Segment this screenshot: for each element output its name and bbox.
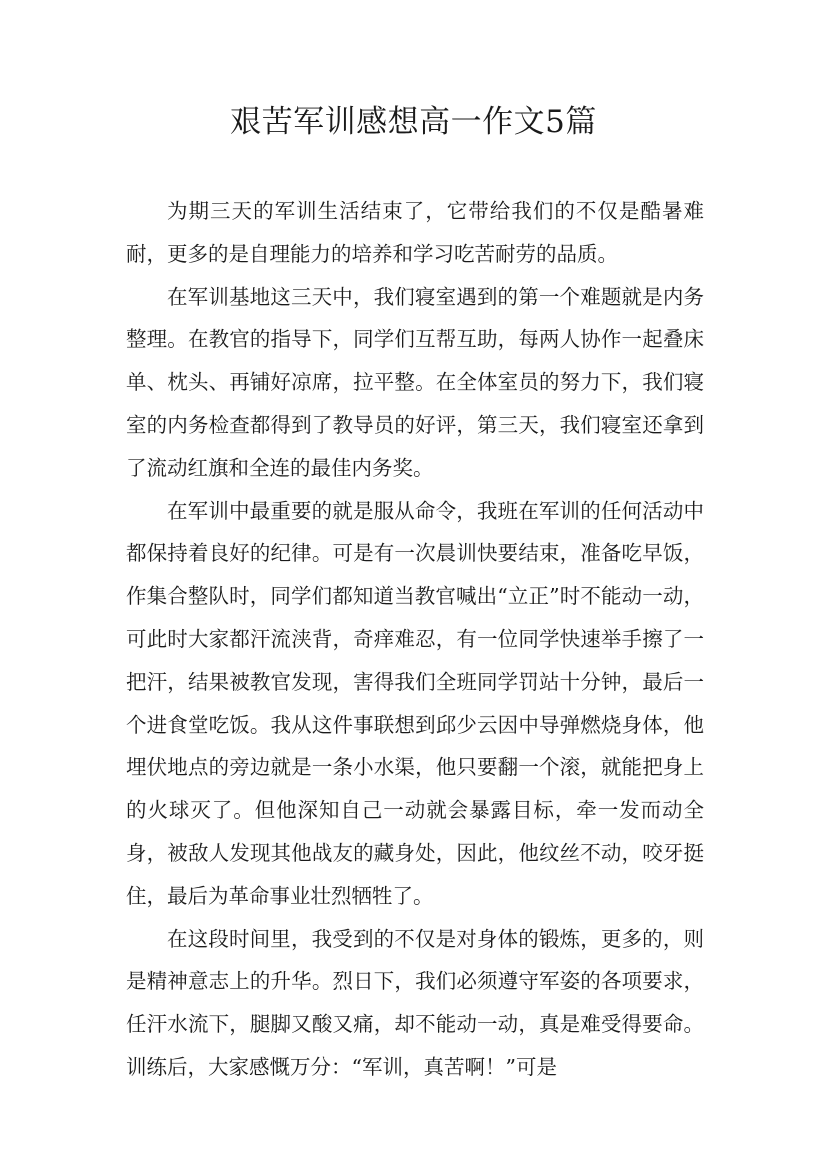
paragraph-3: 在军训中最重要的就是服从命令，我班在军训的任何活动中都保持着良好的纪律。可是有一次晨训快要结束，准备吃早饭，作集合整队时，同学们都知道当教官喊出“立正”时不能动一动，可此时大家都汗流浃背，奇痒难忍，有一位同学快速举手擦了一把汗，结果被教官发现，害得我们全班同学罚站十分钟，最后一个进食堂吃饭。我从这件事联想到邱少云因中导弹燃烧身体，他埋伏地点的旁边就是一条小水渠，他只要翻一个滚，就能把身上的火球灭了。但他深知自己一动就会暴露目标，牵一发而动全身，被敌人发现其他战友的藏身处，因此，他纹丝不动，咬牙挺住，最后为革命事业壮烈牺牲了。 <box>126 498 704 908</box>
paragraph-2: 在军训基地这三天中，我们寝室遇到的第一个难题就是内务整理。在教官的指导下，同学们互帮互助，每两人协作一起叠床单、枕头、再铺好凉席，拉平整。在全体室员的努力下，我们寝室的内务检查都得到了教导员的好评，第三天，我们寝室还拿到了流动红旗和全连的最佳内务奖。 <box>126 284 704 480</box>
document-body <box>126 190 704 1089</box>
paragraph-4: 在这段时间里，我受到的不仅是对身体的锻炼，更多的，则是精神意志上的升华。烈日下，我们必须遵守军姿的各项要求，任汗水流下，腿脚又酸又痛，却不能动一动，真是难受得要命。训练后，大家感慨万分：“军训，真苦啊！”可是 <box>126 926 704 1079</box>
paragraph-1: 为期三天的军训生活结束了，它带给我们的不仅是酷暑难耐，更多的是自理能力的培养和学习吃苦耐劳的品质。 <box>126 199 704 266</box>
document-title: 艰苦军训感想高一作文5篇 <box>230 104 597 140</box>
